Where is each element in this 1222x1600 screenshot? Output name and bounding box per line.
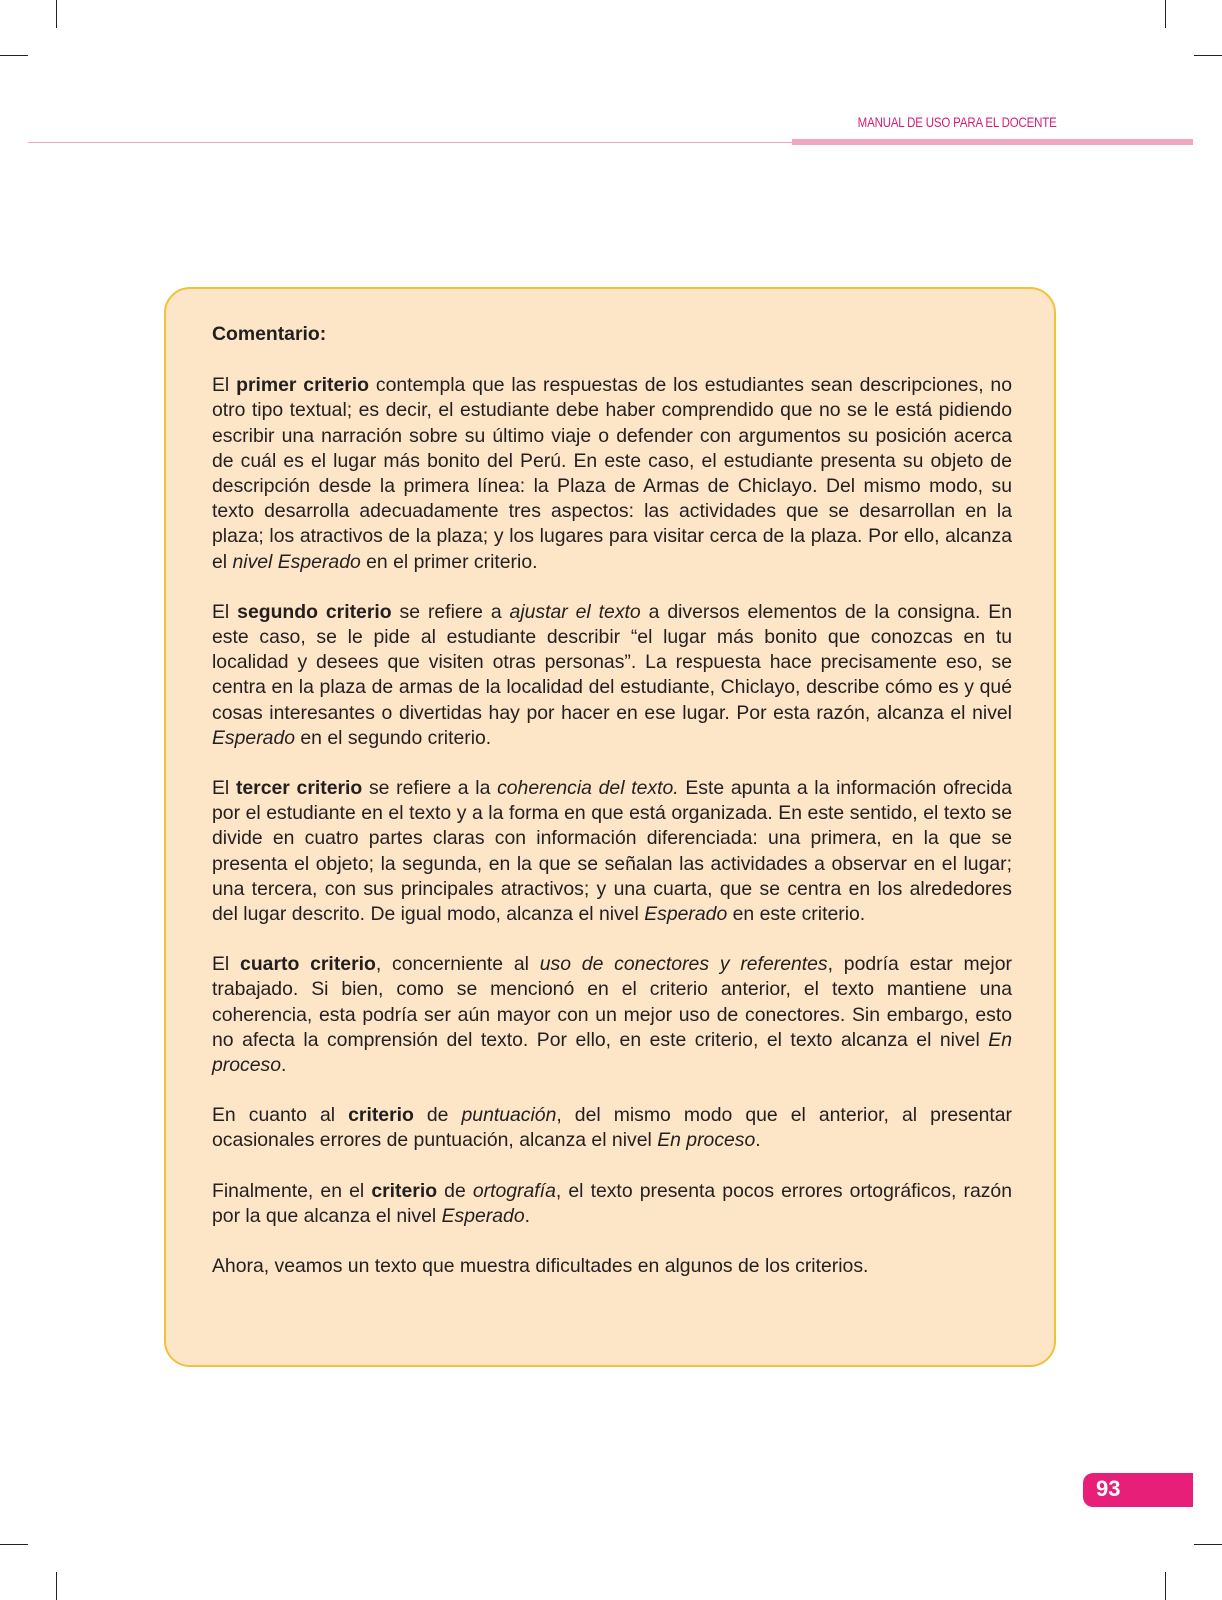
text-run: de (413, 1104, 462, 1127)
comment-heading: Comentario: (212, 323, 327, 345)
text-run: en el primer criterio. (360, 550, 538, 573)
italic-term: En proceso (657, 1129, 756, 1152)
crop-mark (56, 1572, 57, 1600)
crop-mark (56, 0, 57, 28)
text-run: Finalmente, en el (212, 1179, 372, 1202)
bold-term: criterio (371, 1179, 438, 1202)
crop-mark (1194, 55, 1222, 56)
paragraph-criterio-puntuacion (212, 1103, 1012, 1153)
italic-term: En proceso (212, 1028, 1012, 1077)
crop-mark (0, 1544, 28, 1545)
italic-term: puntuación (461, 1104, 557, 1127)
crop-mark (1194, 1544, 1222, 1545)
paragraph-cuarto-criterio (212, 952, 1012, 1078)
text-run: de (437, 1179, 473, 1202)
paragraph-tercer-criterio (212, 776, 1012, 927)
text-run: , el texto presenta pocos errores ortográficos, razón por la que alcanza el nivel (212, 1179, 1012, 1227)
italic-term: uso de conectores y referentes (539, 953, 828, 976)
text-run: contempla que las respuestas de los estudiantes sean descripciones, no otro tipo textual; es decir, el estudiante debe haber comprendido que no se le está pidiendo escribir una narración sobre su último viaje o defender con argumentos su posición acerca de cuál es el lugar más bonito del Perú. En este caso, el estudiante presenta su objeto de descripción desde la primera línea: la Plaza de Armas de Chiclayo. Del mismo modo, su texto desarrolla adecuadamente tres aspectos: las actividades que se desarrollan en la plaza; los atractivos de la plaza; y los lugares para visitar cerca de la plaza. Por ello, alcanza el (212, 374, 1012, 573)
text-run: . (755, 1129, 761, 1152)
text-run: en el segundo criterio. (295, 726, 492, 749)
bold-term: segundo criterio (237, 600, 392, 623)
paragraph-segundo-criterio (212, 600, 1012, 751)
text-run: se refiere a la (362, 777, 498, 800)
paragraph-closing: Ahora, veamos un texto que muestra dificultades en algunos de los criterios. (212, 1255, 869, 1278)
italic-term: coherencia del texto. (497, 777, 679, 800)
text-run: , concerniente al (375, 953, 540, 976)
text-run: En cuanto al (212, 1104, 349, 1127)
italic-term: Esperado (644, 903, 728, 926)
text-run: El (212, 374, 237, 397)
text-run: a diversos elementos de la consigna. En este caso, se le pide al estudiante describir “el lugar más bonito que conozcas en tu localidad y desees que visiten otras personas”. La respuesta hace precisamente eso, se centra en la plaza de armas de la localidad del estudiante, Chiclayo, describe cómo es y qué cosas interesantes o divertidas hay por hacer en ese lugar. Por esta razón, alcanza el nivel (212, 600, 1012, 724)
bold-term: criterio (348, 1104, 414, 1127)
paragraph-primer-criterio (212, 373, 1012, 575)
text-run: . (524, 1204, 531, 1227)
italic-term: nivel Esperado (232, 550, 361, 573)
bold-term: cuarto criterio (240, 953, 376, 976)
crop-mark (1165, 0, 1166, 28)
italic-term: Esperado (441, 1204, 525, 1227)
running-header: MANUAL DE USO PARA EL DOCENTE (858, 114, 1057, 130)
italic-term: ortografía (472, 1179, 556, 1202)
bold-term: primer criterio (236, 374, 370, 397)
comment-content (212, 322, 1012, 1304)
text-run: Este apunta a la información ofrecida por el estudiante en el texto y a la forma en que está organizada. En este sentido, el texto se divide en cuatro partes claras con información diferenciada: una primera, en la que se presenta el objeto; la segunda, en la que se señalan las actividades a observar en el lugar; una tercera, con sus principales atractivos; y una cuarta, que se centra en los alrededores del lugar descrito. De igual modo, alcanza el nivel (212, 777, 1013, 926)
page-number: 93 (1096, 1476, 1121, 1501)
text-run: se refiere a (391, 600, 510, 623)
text-run: , del mismo modo que el anterior, al presentar ocasionales errores de puntuación, alcanza el nivel (212, 1104, 1012, 1152)
italic-term: ajustar el texto (509, 600, 641, 623)
text-run: en este criterio. (727, 903, 866, 926)
italic-term: Esperado (212, 726, 296, 749)
text-run: El (212, 953, 241, 976)
text-run: . (281, 1054, 287, 1077)
header-accent-bar (792, 139, 1193, 145)
crop-mark (0, 55, 28, 56)
text-run: El (212, 600, 238, 623)
paragraph-criterio-ortografia (212, 1179, 1012, 1229)
text-run: El (212, 777, 236, 800)
crop-mark (1165, 1572, 1166, 1600)
bold-term: tercer criterio (235, 777, 363, 800)
text-run: , podría estar mejor trabajado. Si bien, como se mencionó en el criterio anterior, el texto mantiene una coherencia, esta podría ser aún mayor con un mejor uso de conectores. Sin embargo, esto no afecta la comprensión del texto. Por ello, en este criterio, el texto alcanza el nivel (212, 953, 1012, 1051)
